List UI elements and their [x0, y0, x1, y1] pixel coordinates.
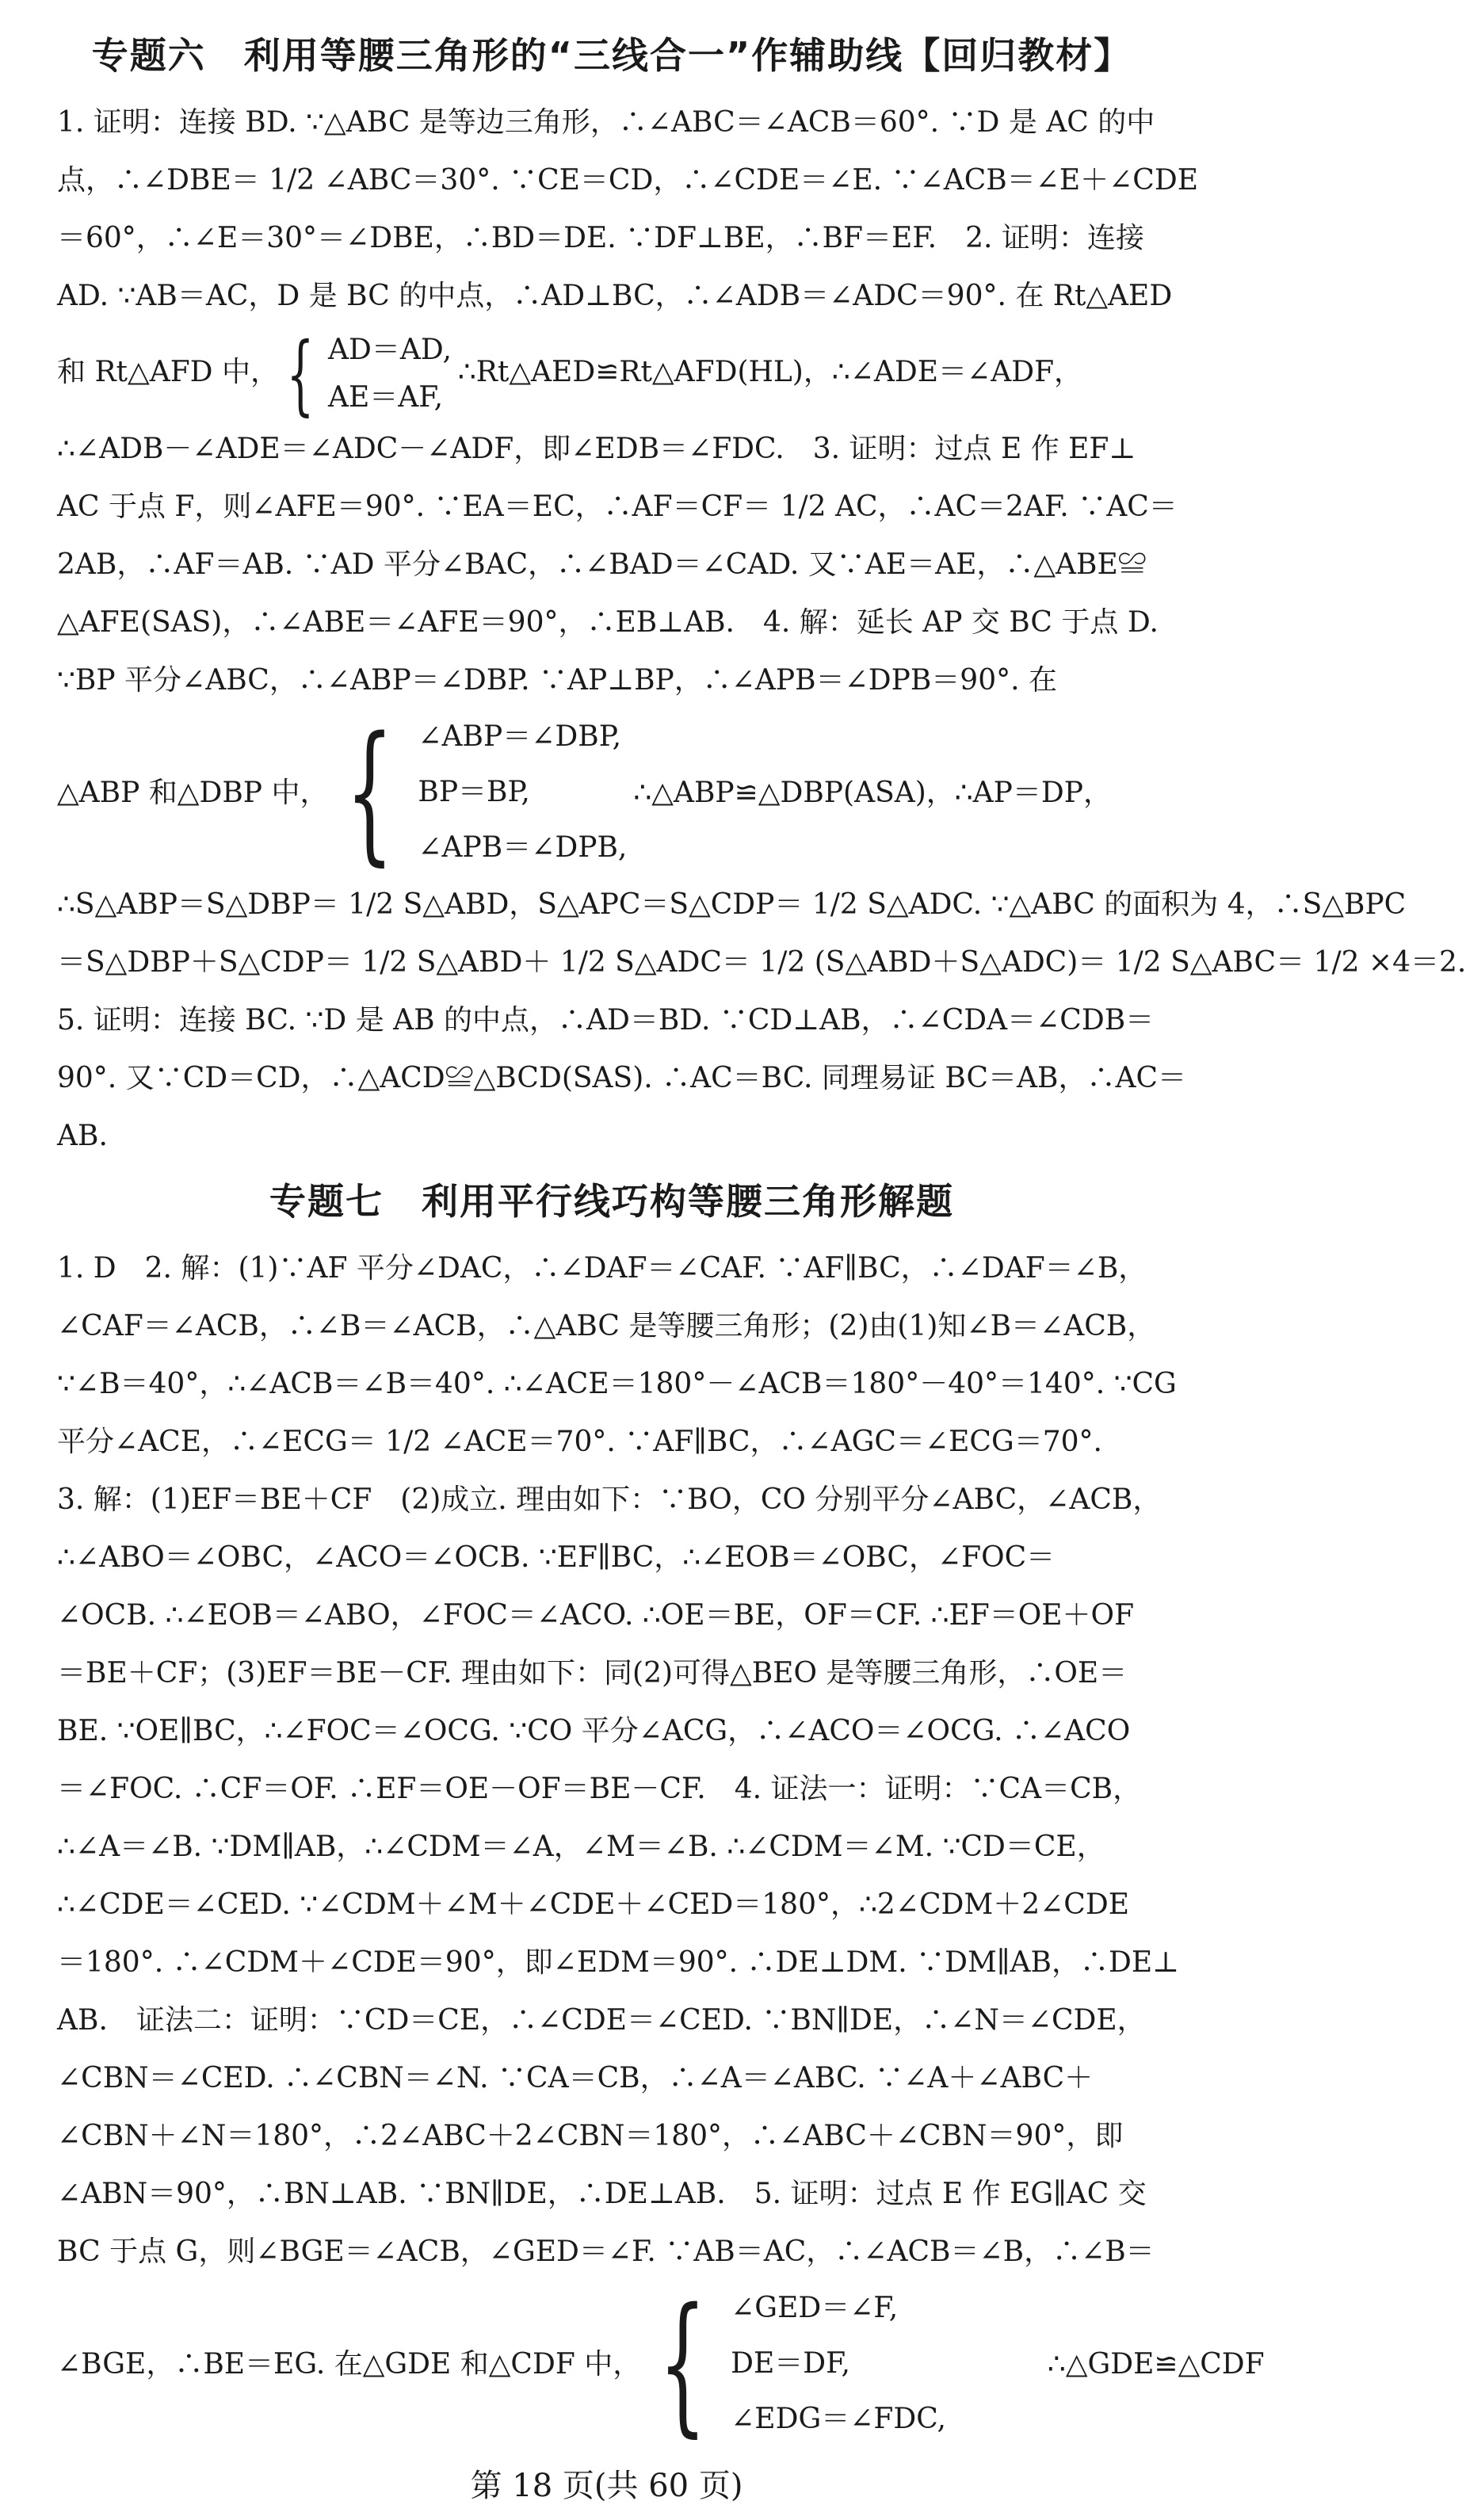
text-line: ＝60°，∴∠E＝30°＝∠DBE，∴BD＝DE. ∵DF⊥BE，∴BF＝EF. 2. 证明：连接	[57, 222, 1144, 254]
system-tail: ∴Rt△AED≌Rt△AFD(HL)，∴∠ADE＝∠ADF，	[457, 356, 1083, 388]
text-line: ＝S△DBP＋S△CDP＝ 1/2 S△ABD＋ 1/2 S△ADC＝ 1/2 (S△ABD＋S△ADC)＝ 1/2 S△ABC＝ 1/2 ×4＝2.	[57, 946, 1466, 979]
equation-system-2	[57, 704, 1166, 880]
text-line: ＝180°. ∴∠CDM＋∠CDE＝90°，即∠EDM＝90°. ∴DE⊥DM. ∵DM∥AB，∴DE⊥	[57, 1946, 1179, 1979]
system-rows	[418, 709, 627, 876]
text-line: ∠OCB. ∴∠EOB＝∠ABO，∠FOC＝∠ACO. ∴OE＝BE，OF＝CF. ∴EF＝OE＋OF	[57, 1599, 1135, 1632]
text-line: ∴∠ABO＝∠OBC，∠ACO＝∠OCB. ∵EF∥BC，∴∠EOB＝∠OBC，∠FOC＝	[57, 1541, 1056, 1574]
text-line: BC 于点 G，则∠BGE＝∠ACB，∠GED＝∠F. ∵AB＝AC，∴∠ACB＝∠B，∴∠B＝	[57, 2236, 1155, 2268]
system-row: AD＝AD,	[328, 334, 452, 366]
text-line: ∠CAF＝∠ACB，∴∠B＝∠ACB，∴△ABC 是等腰三角形；(2)由(1)知∠B＝∠ACB，	[57, 1310, 1156, 1342]
text-line: ＝BE＋CF；(3)EF＝BE－CF. 理由如下：同(2)可得△BEO 是等腰三角形，∴OE＝	[57, 1657, 1128, 1690]
text-line: 5. 证明：连接 BC. ∵D 是 AB 的中点，∴AD＝BD. ∵CD⊥AB，∴∠CDA＝∠CDB＝	[57, 1004, 1155, 1037]
section-6-title: 专题六 利用等腰三角形的“三线合一”作辅助线【回归教材】	[91, 34, 1132, 77]
section-6-body	[57, 94, 1466, 1165]
left-brace: {	[286, 323, 315, 425]
system-row: AE＝AF,	[328, 381, 444, 414]
text-line: ∵BP 平分∠ABC，∴∠ABP＝∠DBP. ∵AP⊥BP，∴∠APB＝∠DPB＝90°. 在	[57, 664, 1057, 697]
equation-system-3	[57, 2276, 1265, 2451]
text-line: ∴∠CDE＝∠CED. ∵∠CDM＋∠M＋∠CDE＋∠CED＝180°，∴2∠CDM＋2∠CDE	[57, 1888, 1129, 1921]
system-lead: △ABP 和△DBP 中，	[57, 776, 329, 809]
text-line: 3. 解：(1)EF＝BE＋CF (2)成立. 理由如下：∵BO，CO 分别平分∠ABC，∠ACB，	[57, 1483, 1162, 1516]
section-7-body	[57, 1239, 1265, 2451]
system-row: ∠EDG＝∠FDC,	[731, 2403, 946, 2435]
text-line: ∵∠B＝40°，∴∠ACB＝∠B＝40°. ∴∠ACE＝180°－∠ACB＝180°－40°＝140°. ∵CG	[57, 1368, 1177, 1400]
system-row: ∠APB＝∠DPB,	[418, 831, 628, 864]
text-line: 1. D 2. 解：(1)∵AF 平分∠DAC，∴∠DAF＝∠CAF. ∵AF∥BC，∴∠DAF＝∠B，	[57, 1252, 1147, 1285]
text-line: ∠CBN＝∠CED. ∴∠CBN＝∠N. ∵CA＝CB，∴∠A＝∠ABC. ∵∠A＋∠ABC＋	[57, 2062, 1094, 2094]
text-line: ＝∠FOC. ∴CF＝OF. ∴EF＝OE－OF＝BE－CF. 4. 证法一：证明：∵CA＝CB，	[57, 1773, 1142, 1805]
text-line: 点，∴∠DBE＝ 1/2 ∠ABC＝30°. ∵CE＝CD，∴∠CDE＝∠E. ∵∠ACB＝∠E＋∠CDE	[57, 164, 1198, 197]
answer-page	[57, 32, 1466, 2451]
system-row: ∠GED＝∠F,	[731, 2292, 899, 2324]
system-rows	[328, 326, 452, 422]
text-line: 2AB，∴AF＝AB. ∵AD 平分∠BAC，∴∠BAD＝∠CAD. 又∵AE＝AE，∴△ABE≌	[57, 548, 1147, 581]
text-line: 平分∠ACE，∴∠ECG＝ 1/2 ∠ACE＝70°. ∵AF∥BC，∴∠AGC＝∠ECG＝70°.	[57, 1426, 1102, 1458]
text-line: 1. 证明：连接 BD. ∵△ABC 是等边三角形，∴∠ABC＝∠ACB＝60°. ∵D 是 AC 的中	[57, 106, 1155, 139]
system-lead: ∠BGE，∴BE＝EG. 在△GDE 和△CDF 中，	[57, 2347, 642, 2381]
system-tail: ∴△ABP≌△DBP(ASA)，∴AP＝DP，	[633, 776, 1112, 809]
system-rows	[731, 2281, 946, 2447]
text-line: AC 于点 F，则∠AFE＝90°. ∵EA＝EC，∴AF＝CF＝ 1/2 AC，∴AC＝2AF. ∵AC＝	[57, 491, 1178, 523]
system-row: DE＝DF,	[731, 2347, 850, 2380]
text-line: ∠ABN＝90°，∴BN⊥AB. ∵BN∥DE，∴DE⊥AB. 5. 证明：过点 E 作 EG∥AC 交	[57, 2178, 1147, 2210]
text-line: 90°. 又∵CD＝CD，∴△ACD≌△BCD(SAS). ∴AC＝BC. 同理易证 BC＝AB，∴AC＝	[57, 1062, 1187, 1094]
system-lead: 和 Rt△AFD 中，	[57, 356, 279, 388]
text-line: ∴∠ADB－∠ADE＝∠ADC－∠ADF，即∠EDB＝∠FDC. 3. 证明：过点 E 作 EF⊥	[57, 433, 1136, 465]
text-line: BE. ∵OE∥BC，∴∠FOC＝∠OCG. ∵CO 平分∠ACG，∴∠ACO＝∠OCG. ∴∠ACO	[57, 1715, 1131, 1747]
left-brace: {	[346, 704, 395, 880]
text-line: ∴∠A＝∠B. ∵DM∥AB，∴∠CDM＝∠A，∠M＝∠B. ∴∠CDM＝∠M. ∵CD＝CE，	[57, 1831, 1105, 1863]
system-tail: ∴△GDE≌△CDF	[1047, 2347, 1265, 2381]
page-number: 第 18 页(共 60 页)	[470, 2468, 743, 2504]
text-line: ∠CBN＋∠N＝180°，∴2∠ABC＋2∠CBN＝180°，∴∠ABC＋∠CBN＝90°，即	[57, 2120, 1124, 2152]
text-line: AD. ∵AB＝AC，D 是 BC 的中点，∴AD⊥BC，∴∠ADB＝∠ADC＝90°. 在 Rt△AED	[57, 280, 1173, 312]
left-brace: {	[659, 2276, 707, 2451]
text-line: AB.	[57, 1120, 108, 1152]
text-line: ∴S△ABP＝S△DBP＝ 1/2 S△ABD，S△APC＝S△CDP＝ 1/2 S△ADC. ∵△ABC 的面积为 4，∴S△BPC	[57, 888, 1407, 921]
equation-system-1	[57, 323, 1166, 425]
system-row: BP＝BP,	[418, 776, 530, 808]
system-row: ∠ABP＝∠DBP,	[418, 720, 622, 753]
text-line: △AFE(SAS)，∴∠ABE＝∠AFE＝90°，∴EB⊥AB. 4. 解：延长 AP 交 BC 于点 D.	[57, 606, 1159, 639]
section-7-title: 专题七 利用平行线巧构等腰三角形解题	[269, 1180, 954, 1223]
text-line: AB. 证法二：证明：∵CD＝CE，∴∠CDE＝∠CED. ∵BN∥DE，∴∠N＝∠CDE，	[57, 2004, 1146, 2037]
